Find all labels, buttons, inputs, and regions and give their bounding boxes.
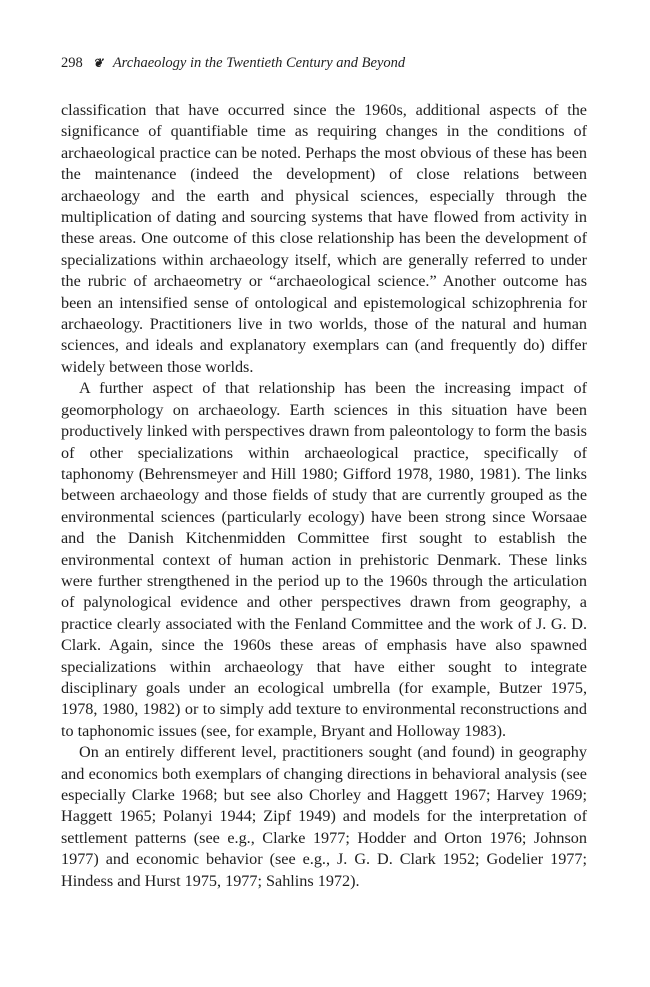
running-head xyxy=(61,52,587,74)
page-number: 298 xyxy=(61,55,83,71)
fleuron-icon: ❦ xyxy=(91,56,105,70)
paragraph-geomorphology: A further aspect of that relationship has been the increasing impact of geomorphology on archaeology. Earth sciences in this situation have been productively linked with perspectives drawn from paleontology to form the basis of other specializations within archaeological practice, specifically of taphonomy (Behrensmeyer and Hill 1980; Gifford 1978, 1980, 1981). The links between archaeology and those fields of study that are currently grouped as the environmental sciences (particularly ecology) have been strong since Worsaae and the Danish Kitchenmidden Committee first sought to establish the environmental context of human action in prehistoric Denmark. These links were further strengthened in the period up to the 1960s through the articulation of palynological evidence and other perspectives drawn from geography, a practice clearly associated with the Fenland Committee and the work of J. G. D. Clark. Again, since the 1960s these areas of emphasis have also spawned specializations within archaeology that have either sought to integrate disciplinary goals under an ecological umbrella (for example, Butzer 1975, 1978, 1980, 1982) or to simply add texture to environmental reconstructions and to taphonomic issues (see, for example, Bryant and Holloway 1983). xyxy=(61,379,587,740)
paragraph-continued: classification that have occurred since the 1960s, additional aspects of the significance of quantifiable time as requiring changes in the conditions of archaeological practice can be noted. Perhaps the most obvious of these has been the maintenance (indeed the development) of close relations between archaeology and the earth and physical sciences, especially through the multiplication of dating and sourcing systems that have flowed from activity in these areas. One outcome of this close relationship has been the development of specializations within archaeology itself, which are generally referred to under the rubric of archaeometry or “archaeological science.” Another outcome has been an intensified sense of ontological and epistemological schizophrenia for archaeology. Practitioners live in two worlds, those of the natural and human sciences, and ideals and explanatory exemplars can (and frequently do) differ widely between those worlds. xyxy=(61,101,587,376)
paragraph-geography-economics: On an entirely different level, practitioners sought (and found) in geography and economics both exemplars of changing directions in behavioral analysis (see especially Clarke 1968; but see also Chorley and Haggett 1967; Harvey 1969; Haggett 1965; Polanyi 1944; Zipf 1949) and models for the interpretation of settlement patterns (see e.g., Clarke 1977; Hodder and Orton 1976; Johnson 1977) and economic behavior (see e.g., J. G. D. Clark 1952; Godelier 1977; Hindess and Hurst 1975, 1977; Sahlins 1972). xyxy=(61,743,587,890)
book-page xyxy=(61,52,587,892)
running-title: Archaeology in the Twentieth Century and Beyond xyxy=(112,55,406,71)
